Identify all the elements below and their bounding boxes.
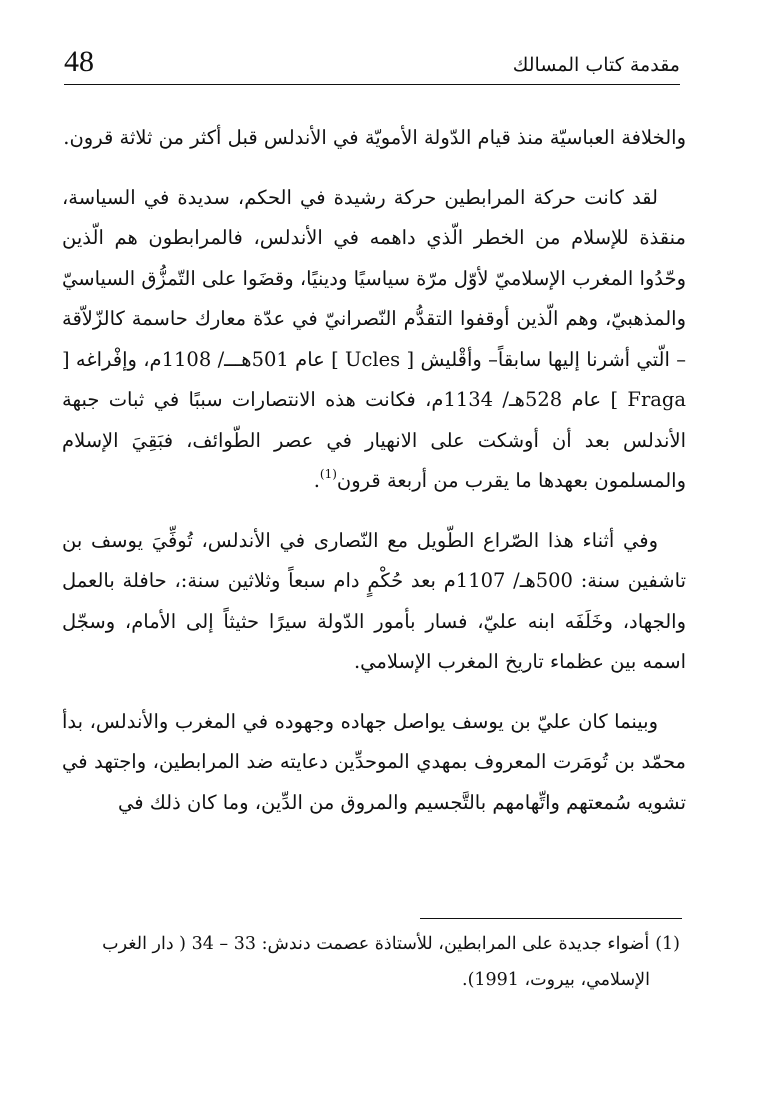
paragraph-1 [62, 118, 686, 159]
main-text [62, 118, 686, 823]
paragraph-1-text: والخلافة العباسيّة منذ قيام الدّولة الأمويّة في الأندلس قبل أكثر من ثلاثة قرون. [63, 126, 686, 149]
running-title: مقدمة كتاب المسالك [512, 54, 680, 76]
footnote-reference: (1) [319, 466, 337, 481]
paragraph-2 [62, 178, 686, 502]
paragraph-2-text: لقد كانت حركة المرابطين حركة رشيدة في الحكم، سديدة في السياسة، منقذة للإسلام من الخطر الّذي داهمه في الأندلس، فالمرابطون هم الّذين وحّدُوا المغرب الإسلاميّ لأوّل مرّة سياسيًا ودينيًا، وقضَوا على التّمزُّق السياسيّ والمذهبيّ، وهم الّذين أوقفوا التقدُّم النّصرانيّ في عدّة معارك حاسمة كالزّلاّقة – الّتي أشرنا إليها سابقاً– وأقْليش [ Ucles ] عام 501هـــ/ 1108م، وإفْراغه [ Fraga ] عام 528هـ/ 1134م، فكانت هذه الانتصارات سببًا في ثبات جبهة الأندلس بعد أن أوشكت على الانهيار في عصر الطّوائف، فبَقِيَ الإسلام والمسلمون بعهدها ما يقرب من أربعة قرون [62, 185, 687, 492]
paragraph-2-end: . [313, 469, 320, 492]
footnote-rule [420, 918, 682, 919]
footnote-number: (1) [655, 934, 680, 954]
paragraph-4-text: وبينما كان عليّ بن يوسف يواصل جهاده وجهوده في المغرب والأندلس، بدأ محمّد بن تُومَرت المعروف بمهدي الموحدِّين دعايته ضد المرابطين، واجتهد في تشويه سُمعتهم واتِّهامهم بالتَّجسيم والمروق من الدِّين، وما كان ذلك في [62, 709, 686, 814]
footnote [66, 926, 680, 998]
footnote-line [66, 926, 680, 962]
paragraph-3-text: وفي أثناء هذا الصّراع الطّويل مع النّصارى في الأندلس، تُوفِّيَ يوسف بن تاشفين سنة: 500هـ/ 1107م بعد حُكْمٍ دام سبعاً وثلاثين سنة:، حافلة بالعمل والجهاد، وخَلَفَه ابنه عليّ، فسار بأمور الدّولة سيرًا حثيثاً إلى الأمام، وسجّل اسمه بين عظماء تاريخ المغرب الإسلامي. [62, 528, 686, 673]
page-number: 48 [64, 45, 94, 78]
footnote-continuation: الإسلامي، بيروت، 1991). [462, 970, 650, 990]
paragraph-3 [62, 521, 686, 683]
footnote-text: أضواء جديدة على المرابطين، للأستاذة عصمت دندش: 33 – 34 ( دار الغرب [102, 934, 650, 954]
page-header [64, 44, 680, 84]
header-rule [64, 84, 680, 85]
paragraph-4 [62, 702, 686, 824]
